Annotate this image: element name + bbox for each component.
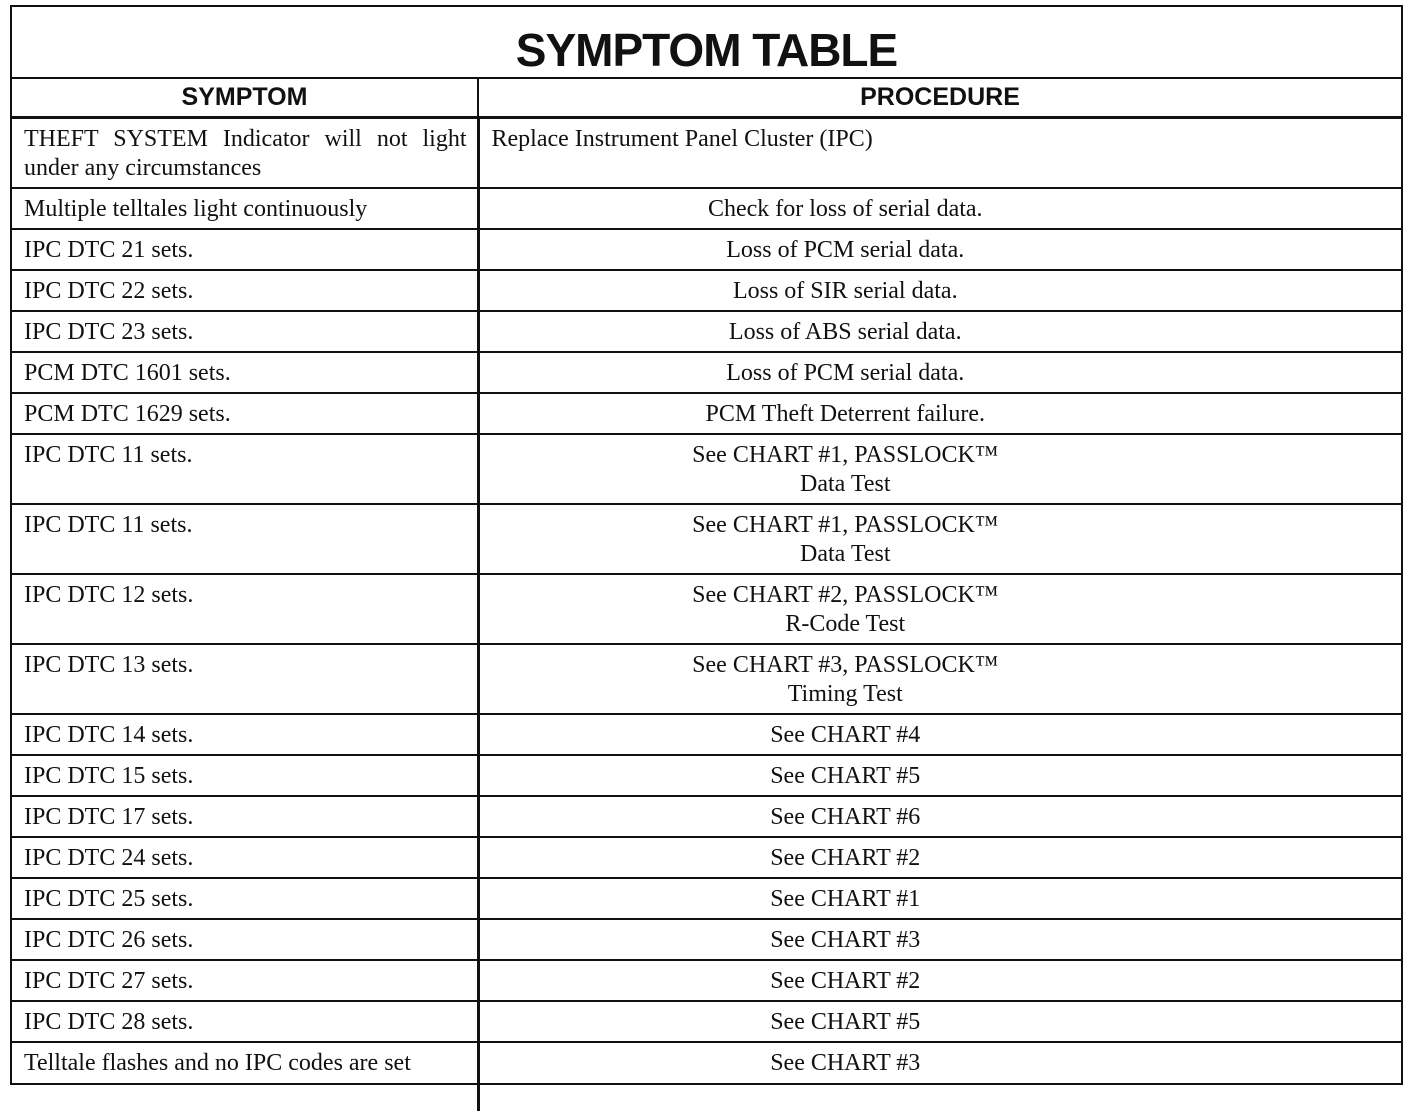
symptom-cell: IPC DTC 24 sets. (12, 837, 478, 878)
procedure-text: See CHART #6 (770, 804, 921, 830)
procedure-text: See CHART #1, PASSLOCK™ (692, 512, 999, 538)
symptom-cell: PCM DTC 1601 sets. (12, 352, 478, 393)
procedure-cell (478, 644, 1401, 714)
procedure-text: Loss of PCM serial data. (726, 237, 965, 263)
table-row (12, 714, 1401, 755)
procedure-text-line2: R-Code Test (785, 611, 906, 637)
procedure-text: Loss of SIR serial data. (732, 278, 958, 304)
procedure-cell (478, 919, 1401, 960)
table-row (12, 919, 1401, 960)
procedure-text: See CHART #2 (770, 968, 921, 994)
procedure-text: Replace Instrument Panel Cluster (IPC) (491, 126, 873, 152)
procedure-cell (478, 118, 1401, 189)
header-symptom: SYMPTOM (12, 79, 478, 118)
procedure-cell (478, 1042, 1401, 1111)
table-row (12, 796, 1401, 837)
procedure-cell (478, 504, 1401, 574)
table-row (12, 1001, 1401, 1042)
symptom-cell: IPC DTC 11 sets. (12, 434, 478, 504)
symptom-cell: IPC DTC 28 sets. (12, 1001, 478, 1042)
procedure-cell (478, 755, 1401, 796)
procedure-cell (478, 434, 1401, 504)
procedure-text: Loss of PCM serial data. (726, 360, 965, 386)
procedure-text: See CHART #1, PASSLOCK™ (692, 442, 999, 468)
procedure-text: See CHART #2, PASSLOCK™ (692, 582, 999, 608)
symptom-cell: IPC DTC 14 sets. (12, 714, 478, 755)
procedure-cell (478, 188, 1401, 229)
symptom-table (12, 79, 1401, 1111)
table-row (12, 1042, 1401, 1111)
symptom-cell: IPC DTC 15 sets. (12, 755, 478, 796)
symptom-cell: IPC DTC 27 sets. (12, 960, 478, 1001)
table-row (12, 837, 1401, 878)
procedure-text: See CHART #5 (770, 1009, 921, 1035)
table-row (12, 311, 1401, 352)
symptom-cell: IPC DTC 12 sets. (12, 574, 478, 644)
symptom-cell: IPC DTC 25 sets. (12, 878, 478, 919)
procedure-text: See CHART #3 (770, 927, 921, 953)
procedure-cell (478, 393, 1401, 434)
symptom-cell: IPC DTC 26 sets. (12, 919, 478, 960)
symptom-cell: Multiple telltales light continuously (12, 188, 478, 229)
procedure-text: See CHART #3, PASSLOCK™ (692, 652, 999, 678)
procedure-text-line2: Timing Test (787, 681, 903, 707)
procedure-cell (478, 878, 1401, 919)
table-row (12, 434, 1401, 504)
procedure-text: Check for loss of serial data. (707, 196, 983, 222)
symptom-cell: IPC DTC 21 sets. (12, 229, 478, 270)
procedure-text: Loss of ABS serial data. (728, 319, 962, 345)
procedure-text: See CHART #5 (770, 763, 921, 789)
procedure-cell (478, 311, 1401, 352)
header-row (12, 79, 1401, 118)
procedure-cell (478, 229, 1401, 270)
table-row (12, 960, 1401, 1001)
symptom-cell: IPC DTC 11 sets. (12, 504, 478, 574)
symptom-cell: IPC DTC 13 sets. (12, 644, 478, 714)
procedure-cell (478, 960, 1401, 1001)
table-row (12, 352, 1401, 393)
procedure-text-line2: Data Test (799, 541, 891, 567)
table-row (12, 644, 1401, 714)
procedure-text: See CHART #3 (770, 1050, 921, 1076)
procedure-cell (478, 1001, 1401, 1042)
symptom-cell: IPC DTC 23 sets. (12, 311, 478, 352)
header-procedure: PROCEDURE (478, 79, 1401, 118)
procedure-text-line2: Data Test (799, 471, 891, 497)
symptom-cell: IPC DTC 17 sets. (12, 796, 478, 837)
procedure-text: See CHART #2 (770, 845, 921, 871)
table-row (12, 270, 1401, 311)
procedure-cell (478, 352, 1401, 393)
procedure-cell (478, 837, 1401, 878)
symptom-table-sheet (10, 5, 1403, 1085)
procedure-cell (478, 574, 1401, 644)
procedure-text: See CHART #4 (770, 722, 921, 748)
symptom-cell: IPC DTC 22 sets. (12, 270, 478, 311)
table-row (12, 878, 1401, 919)
table-row (12, 504, 1401, 574)
table-title: SYMPTOM TABLE (12, 7, 1401, 79)
procedure-cell (478, 714, 1401, 755)
procedure-cell (478, 796, 1401, 837)
table-row (12, 229, 1401, 270)
symptom-cell: THEFT SYSTEM Indicator will not light under any circumstances (12, 118, 478, 189)
procedure-text: See CHART #1 (770, 886, 921, 912)
table-row (12, 118, 1401, 189)
procedure-text: PCM Theft Deterrent failure. (705, 401, 985, 427)
procedure-cell (478, 270, 1401, 311)
symptom-cell: PCM DTC 1629 sets. (12, 393, 478, 434)
table-row (12, 574, 1401, 644)
symptom-cell: Telltale flashes and no IPC codes are set (12, 1042, 478, 1111)
table-row (12, 188, 1401, 229)
table-row (12, 755, 1401, 796)
table-row (12, 393, 1401, 434)
